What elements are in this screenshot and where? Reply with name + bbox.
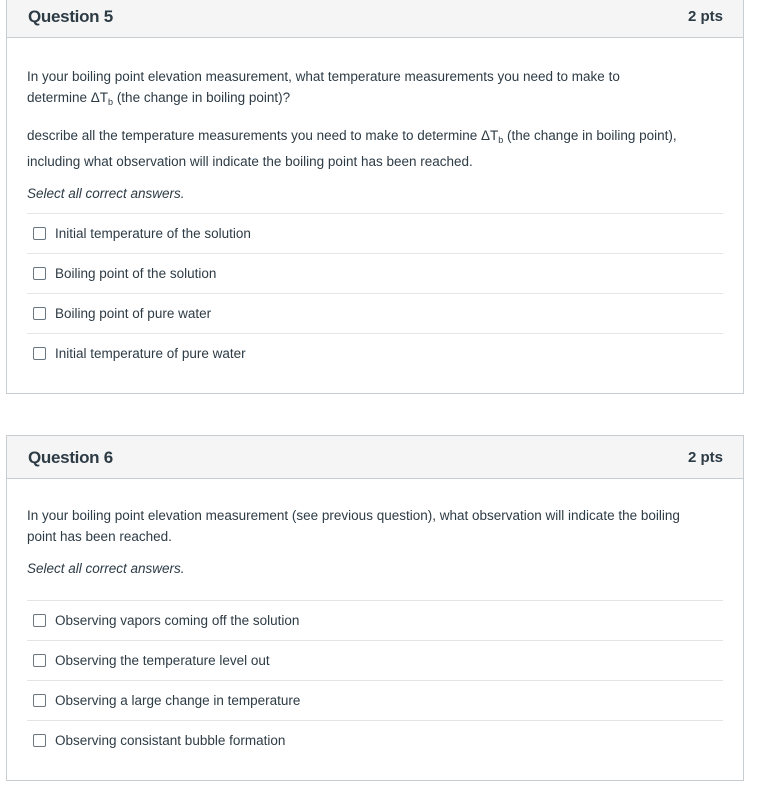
answer-option[interactable] — [27, 334, 723, 373]
checkbox[interactable] — [33, 614, 46, 627]
checkbox[interactable] — [33, 654, 46, 667]
answer-label: Observing the temperature level out — [55, 653, 270, 668]
question-text-fragment: (the change in boiling point)? — [113, 90, 291, 105]
question-text-line: In your boiling point elevation measurement (see previous question), what observation will indicate the boiling — [27, 508, 680, 523]
checkbox[interactable] — [33, 734, 46, 747]
question-points: 2 pts — [687, 449, 723, 466]
answer-label: Observing a large change in temperature — [55, 693, 301, 708]
answer-list — [27, 600, 723, 760]
checkbox[interactable] — [33, 307, 46, 320]
question-text-fragment: (the change in boiling point), — [503, 128, 677, 143]
subscript: b — [108, 97, 114, 107]
checkbox[interactable] — [33, 694, 46, 707]
answer-label: Initial temperature of the solution — [55, 226, 251, 241]
question-text — [27, 66, 727, 113]
question-points: 2 pts — [687, 8, 723, 25]
answer-option[interactable] — [27, 294, 723, 334]
instruction-text: Select all correct answers. — [27, 561, 185, 576]
question-title: Question 5 — [28, 7, 113, 26]
answer-option[interactable] — [27, 601, 723, 641]
question-text-2 — [27, 125, 727, 172]
question-6-card — [6, 435, 744, 781]
question-5-card — [6, 0, 744, 394]
answer-label: Initial temperature of pure water — [55, 346, 246, 361]
checkbox[interactable] — [33, 227, 46, 240]
answer-label: Boiling point of the solution — [55, 266, 217, 281]
answer-option[interactable] — [27, 214, 723, 254]
question-header — [7, 436, 743, 479]
question-title: Question 6 — [28, 448, 113, 467]
answer-option[interactable] — [27, 681, 723, 721]
answer-label: Boiling point of pure water — [55, 306, 212, 321]
answer-option[interactable] — [27, 641, 723, 681]
answer-label: Observing vapors coming off the solution — [55, 613, 300, 628]
answer-list — [27, 213, 723, 373]
question-text-line: point has been reached. — [27, 529, 172, 544]
question-text — [27, 505, 727, 547]
answer-label: Observing consistant bubble formation — [55, 733, 286, 748]
subscript: b — [498, 135, 504, 145]
instruction-text: Select all correct answers. — [27, 186, 185, 201]
answer-option[interactable] — [27, 721, 723, 760]
question-text-fragment: determine ΔT — [27, 90, 109, 105]
question-text-fragment: describe all the temperature measurements you need to make to determine ΔT — [27, 128, 499, 143]
checkbox[interactable] — [33, 267, 46, 280]
question-text-line: In your boiling point elevation measurement, what temperature measurements you need to make to — [27, 69, 620, 84]
question-text-line: including what observation will indicate the boiling point has been reached. — [27, 154, 473, 169]
checkbox[interactable] — [33, 347, 46, 360]
question-header — [7, 0, 743, 38]
answer-option[interactable] — [27, 254, 723, 294]
